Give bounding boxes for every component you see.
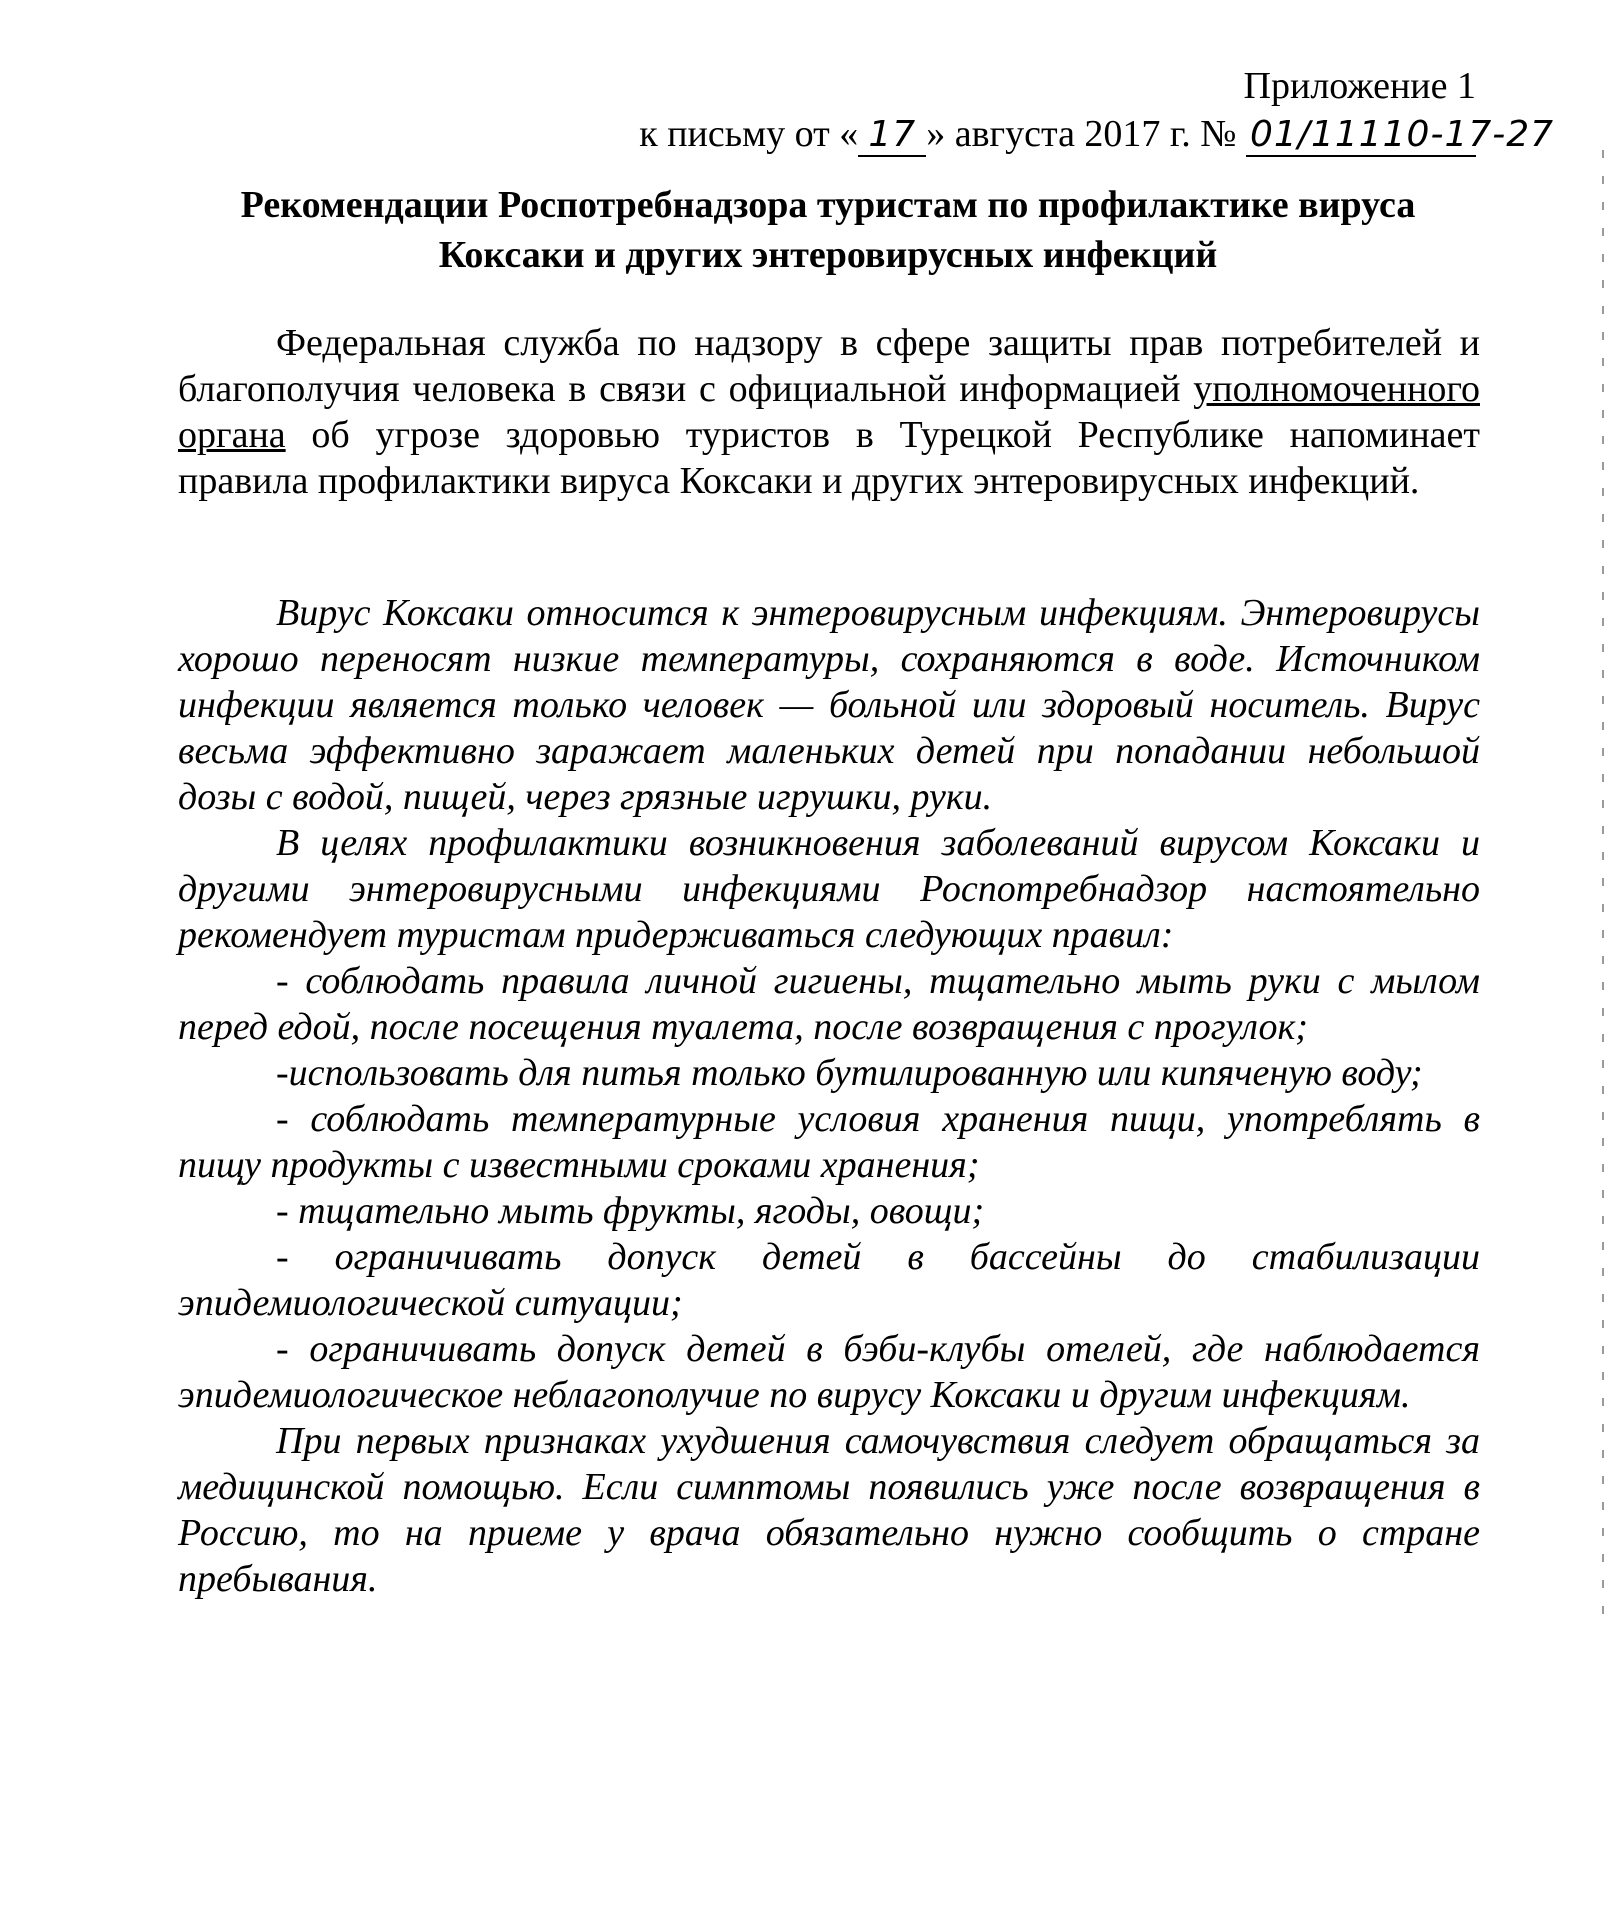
document-title	[178, 180, 1478, 280]
recommendations-section	[178, 590, 1480, 1602]
list-item: - соблюдать правила личной гигиены, тщательно мыть руки с мылом перед едой, после посещения туалета, после возвращения с прогулок;	[178, 960, 1480, 1048]
list-item: - тщательно мыть фрукты, ягоды, овощи;	[276, 1190, 985, 1232]
appendix-header	[576, 62, 1555, 158]
intro-text-part-1: Федеральная служба по надзору в сфере защиты прав потребителей и благополучия человека в связи с официальной информацией	[178, 322, 1480, 410]
letter-reference	[576, 110, 1555, 158]
paragraph-recommendation-intro: В целях профилактики возникновения заболеваний вирусом Коксаки и другими энтеровирусными инфекциями Роспотребнадзор настоятельно рекомендует туристам придерживаться следующих правил:	[178, 822, 1480, 956]
paragraph-virus-description: Вирус Коксаки относится к энтеровирусным инфекциям. Энтеровирусы хорошо переносят низкие температуры, сохраняются в воде. Источником инфекции является только человек — больной или здоровый носитель. Вирус весьма эффективно заражает маленьких детей при попадании небольшой дозы с водой, пищей, через грязные игрушки, руки.	[178, 592, 1480, 818]
letter-day-field	[858, 114, 926, 157]
intro-paragraph	[178, 320, 1480, 504]
letter-day-handwritten: 17	[868, 114, 917, 155]
list-item: -использовать для питья только бутилированную или кипяченую воду;	[276, 1052, 1423, 1094]
intro-text-part-2: об угрозе здоровью туристов в Турецкой Республике напоминает правила профилактики вируса Коксаки и других энтеровирусных инфекций.	[178, 414, 1480, 502]
letter-prefix: к письму от «	[639, 113, 859, 155]
list-item: - ограничивать допуск детей в бассейны до стабилизации эпидемиологической ситуации;	[178, 1236, 1480, 1324]
paragraph-medical-advice: При первых признаках ухудшения самочувствия следует обращаться за медицинской помощью. Если симптомы появились уже после возвращения в Россию, то на приеме у врача обязательно нужно сообщить о стране пребывания.	[178, 1420, 1480, 1600]
appendix-label: Приложение 1	[1243, 65, 1476, 107]
title-line-2: Коксаки и других энтеровирусных инфекций	[438, 234, 1218, 276]
letter-middle: » августа 2017 г. №	[926, 113, 1237, 155]
intro-section	[178, 320, 1480, 504]
letter-number-handwritten: 01/11110-17-27	[1250, 114, 1555, 155]
scan-margin-artifact	[1602, 150, 1604, 1630]
list-item: - ограничивать допуск детей в бэби-клубы отелей, где наблюдается эпидемиологическое неблагополучие по вирусу Коксаки и другим инфекциям.	[178, 1328, 1480, 1416]
title-line-1: Рекомендации Роспотребнадзора туристам по профилактике вируса	[240, 184, 1416, 226]
letter-number-field	[1246, 114, 1555, 157]
intro-underlined-text: уполномоченного органа	[178, 368, 1480, 456]
list-item: - соблюдать температурные условия хранения пищи, употреблять в пищу продукты с известными сроками хранения;	[178, 1098, 1480, 1186]
